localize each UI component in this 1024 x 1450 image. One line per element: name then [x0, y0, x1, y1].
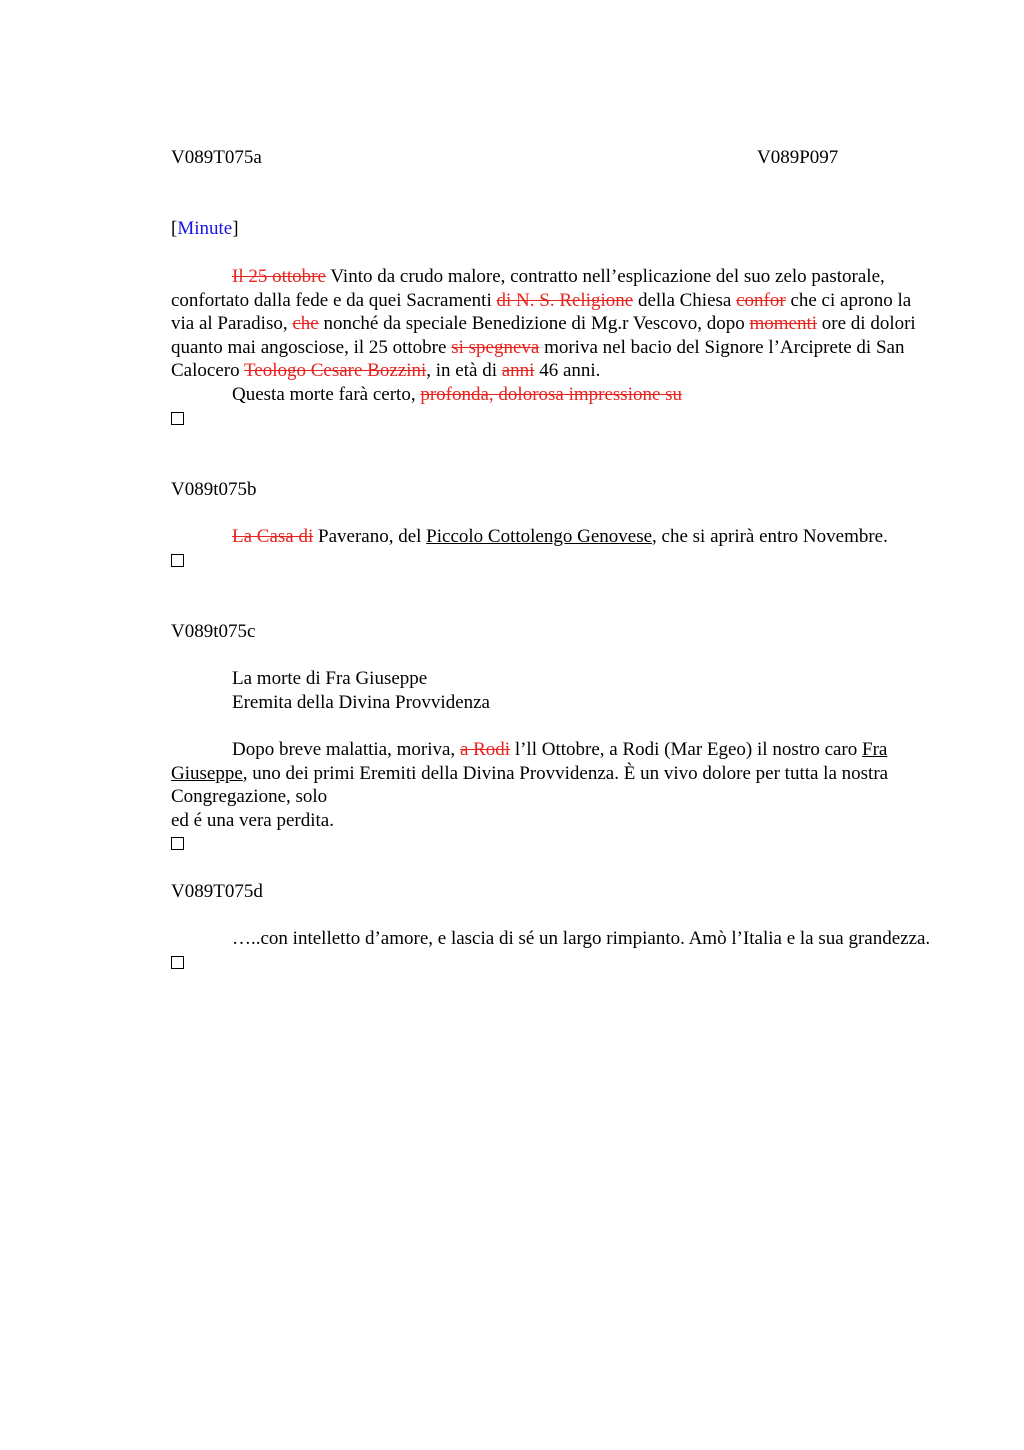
- end-marker-box: [171, 412, 184, 425]
- section-d-code: V089T075d: [171, 881, 263, 902]
- bracket-close: ]: [232, 218, 239, 239]
- deleted-text: profonda, dolorosa impressione su: [420, 383, 683, 405]
- end-marker-box: [171, 956, 184, 969]
- deleted-text: Il 25 ottobre: [232, 266, 326, 287]
- text-run: ore di dolori quanto mai angosciose, il 25 ottobre: [171, 313, 916, 358]
- section-c-title-line-1: La morte di Fra Giuseppe: [232, 668, 428, 689]
- section-c-code: V089t075c: [171, 621, 256, 642]
- deleted-text: che: [292, 313, 319, 335]
- underlined-text: Piccolo Cottolengo Genovese: [426, 526, 653, 547]
- section-c-paragraph-tail: ed é una vera perdita.: [171, 809, 334, 831]
- text-run: , che si aprirà entro Novembre.: [652, 526, 888, 547]
- text-run: moriva nel bacio del Signore l’Arciprete di San Calocero: [171, 336, 905, 382]
- section-d-paragraph: [171, 927, 931, 951]
- deleted-text: a Rodi: [459, 739, 511, 760]
- text-run: Vinto da crudo malore, contratto nell’esplicazione del suo zelo pastorale, confortato dalla fede e da quei Sacramenti: [171, 266, 885, 311]
- end-marker-box: [171, 554, 184, 567]
- text-run: Paverano, del: [313, 526, 427, 547]
- bracket-open: [: [171, 218, 178, 239]
- text-run: l’ll Ottobre, a Rodi (Mar Egeo) il nostro caro: [510, 739, 863, 760]
- deleted-text: di N. S. Religione: [496, 289, 634, 311]
- deleted-text: si spegneva: [451, 336, 540, 358]
- section-b-paragraph: [171, 525, 931, 549]
- text-run: , in età di: [426, 360, 502, 382]
- section-a: [171, 265, 931, 425]
- deleted-text: Teologo Cesare Bozzini: [244, 360, 427, 382]
- text-run: che ci aprono la via al Paradiso,: [171, 289, 912, 335]
- minute-tag: Minute: [177, 218, 233, 239]
- document-header: [171, 146, 931, 170]
- section-d: [171, 927, 931, 969]
- text-run: della Chiesa: [633, 289, 737, 311]
- deleted-text: confor: [736, 289, 786, 311]
- deleted-text: momenti: [749, 313, 818, 335]
- text-run: Dopo breve malattia, moriva,: [232, 739, 460, 760]
- document-code-left: V089T075a: [171, 147, 262, 168]
- section-tag-line: [171, 217, 931, 241]
- section-c-title-line-2: Eremita della Divina Provvidenza: [232, 691, 490, 713]
- text-run: , uno dei primi Eremiti della Divina Provvidenza. È un vivo dolore per tutta la nostra Congregazione, solo: [171, 762, 889, 808]
- section-b-code: V089t075b: [171, 479, 257, 500]
- section-b: [171, 525, 931, 567]
- text-run: …..con intelletto d’amore, e lascia di sé un largo rimpianto. Amò l’Italia e la sua grandezza.: [232, 928, 931, 949]
- text-run: nonché da speciale Benedizione di Mg.r Vescovo, dopo: [318, 313, 750, 335]
- text-run: 46 anni.: [534, 360, 601, 382]
- section-c-paragraph: [171, 738, 931, 809]
- section-a-paragraph-2: [171, 383, 931, 407]
- text-run: Questa morte farà certo,: [232, 383, 421, 405]
- section-a-paragraph-1: [171, 265, 931, 383]
- section-c: [171, 738, 931, 850]
- section-c-title: [171, 667, 931, 714]
- end-marker-box: [171, 837, 184, 850]
- deleted-text: La Casa di: [232, 526, 314, 547]
- document-code-right: V089P097: [757, 147, 839, 168]
- underlined-text: Fra Giuseppe: [171, 739, 888, 784]
- deleted-text: anni: [501, 360, 535, 382]
